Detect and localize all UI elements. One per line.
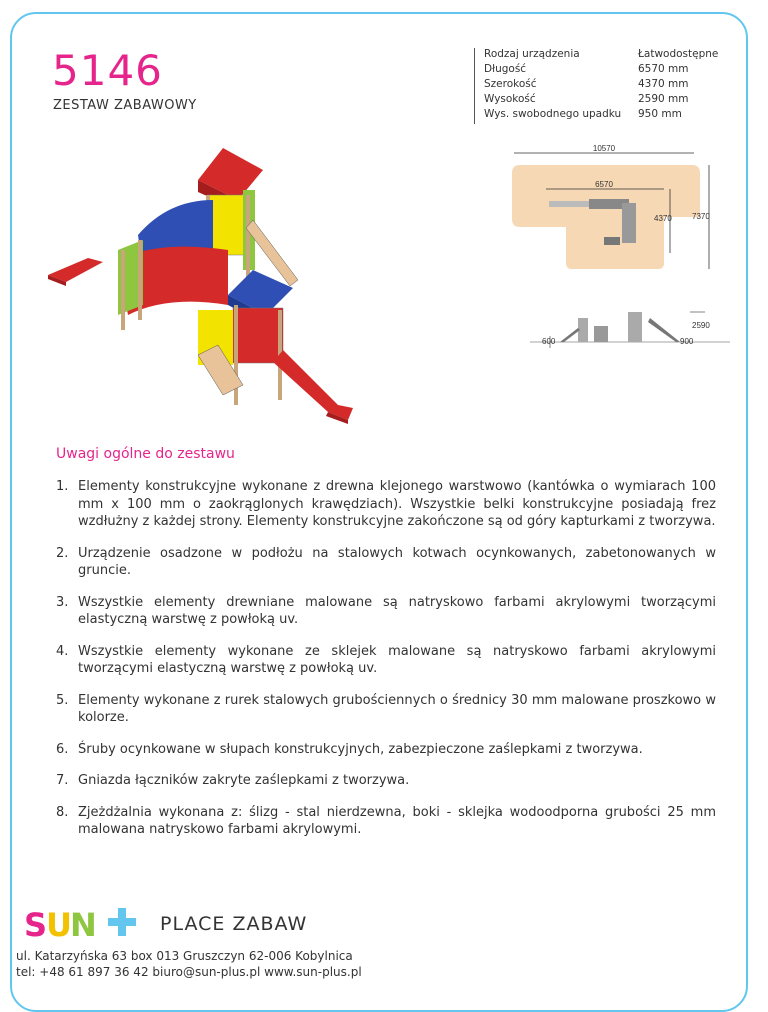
spec-label: Szerokość bbox=[484, 78, 537, 90]
product-code: 5146 bbox=[52, 46, 163, 95]
contact-line: tel: +48 61 897 36 42 biuro@sun-plus.pl www.sun-plus.pl bbox=[16, 965, 362, 979]
note-text: Gniazda łączników zakryte zaślepkami z tworzywa. bbox=[78, 773, 410, 788]
note-number: 3. bbox=[56, 594, 69, 610]
note-item bbox=[56, 478, 716, 531]
spec-row bbox=[484, 62, 718, 77]
spec-row bbox=[484, 47, 718, 62]
dim-width: 4370 bbox=[654, 214, 672, 223]
note-text: Elementy wykonane z rurek stalowych grubościennych o średnicy 30 mm malowane proszkowo w kolorze. bbox=[78, 692, 716, 725]
sun-plus-logo bbox=[22, 906, 152, 942]
spec-row bbox=[484, 107, 718, 122]
spec-label: Długość bbox=[484, 63, 527, 75]
notes-list bbox=[56, 478, 716, 853]
note-text: Wszystkie elementy wykonane ze sklejek malowane są natryskowo farbami akrylowymi tworzącymi elastyczną warstwę z powłoką uv. bbox=[78, 643, 716, 676]
dim-height: 2590 bbox=[692, 321, 710, 330]
playground-illustration bbox=[48, 140, 358, 430]
note-number: 7. bbox=[56, 773, 69, 788]
note-item bbox=[56, 594, 716, 629]
product-name: ZESTAW ZABAWOWY bbox=[53, 98, 197, 113]
dim-fall: 900 bbox=[680, 337, 694, 346]
spec-row bbox=[484, 77, 718, 92]
address-line: ul. Katarzyńska 63 box 013 Gruszczyn 62-006 Kobylnica bbox=[16, 949, 353, 963]
spec-label: Rodzaj urządzenia bbox=[484, 48, 580, 60]
spec-divider bbox=[474, 48, 475, 124]
note-text: Śruby ocynkowane w słupach konstrukcyjnych, zabezpieczone zaślepkami z tworzywa. bbox=[78, 741, 643, 757]
note-number: 2. bbox=[56, 545, 69, 561]
svg-text:N: N bbox=[70, 906, 97, 942]
spec-value: 2590 mm bbox=[638, 93, 689, 105]
spec-value: Łatwodostępne bbox=[638, 48, 719, 60]
notes-heading: Uwagi ogólne do zestawu bbox=[56, 446, 235, 462]
note-item bbox=[56, 692, 716, 727]
note-text: Zjeżdżalnia wykonana z: ślizg - stal nierdzewna, boki - sklejka wodoodporna grubości 25 mm malowana natryskowo farbami akrylowymi. bbox=[78, 804, 716, 837]
note-number: 5. bbox=[56, 692, 69, 708]
dim-outer-width: 7370 bbox=[692, 212, 710, 221]
svg-text:U: U bbox=[46, 906, 72, 942]
svg-text:S: S bbox=[24, 906, 48, 942]
spec-table bbox=[484, 47, 718, 122]
dim-outer-length: 10570 bbox=[592, 145, 616, 153]
spec-value: 6570 mm bbox=[638, 63, 689, 75]
dim-foundation: 600 bbox=[542, 337, 556, 346]
spec-label: Wys. swobodnego upadku bbox=[484, 108, 622, 120]
note-number: 4. bbox=[56, 643, 69, 659]
note-number: 6. bbox=[56, 741, 69, 757]
footer-tagline: PLACE ZABAW bbox=[160, 913, 308, 935]
elevation-drawing bbox=[530, 298, 730, 358]
note-text: Elementy konstrukcyjne wykonane z drewna klejonego warstwowo (kantówka o wymiarach 100 mm x 100 mm o zaokrąglonych krawędziach). Wszystkie belki konstrukcyjne posiadają frez wzdłużny z każdej strony. Elementy konstrukcyjne zakończone są od góry kapturkami z tworzywa. bbox=[78, 479, 716, 529]
note-item bbox=[56, 772, 716, 790]
note-text: Urządzenie osadzone w podłożu na stalowych kotwach ocynkowanych, zabetonowanych w gruncie. bbox=[78, 545, 716, 578]
spec-value: 950 mm bbox=[638, 108, 682, 120]
note-number: 1. bbox=[56, 479, 69, 494]
note-item bbox=[56, 643, 716, 678]
spec-row bbox=[484, 92, 718, 107]
note-item bbox=[56, 804, 716, 839]
note-item bbox=[56, 741, 716, 759]
plan-drawing bbox=[504, 145, 734, 275]
footer-address bbox=[16, 948, 362, 980]
note-number: 8. bbox=[56, 804, 69, 820]
dim-length: 6570 bbox=[595, 180, 613, 189]
note-item bbox=[56, 545, 716, 580]
spec-label: Wysokość bbox=[484, 93, 536, 105]
note-text: Wszystkie elementy drewniane malowane są natryskowo farbami akrylowymi tworzącymi elastyczną warstwę z powłoką uv. bbox=[78, 594, 716, 627]
spec-value: 4370 mm bbox=[638, 78, 689, 90]
